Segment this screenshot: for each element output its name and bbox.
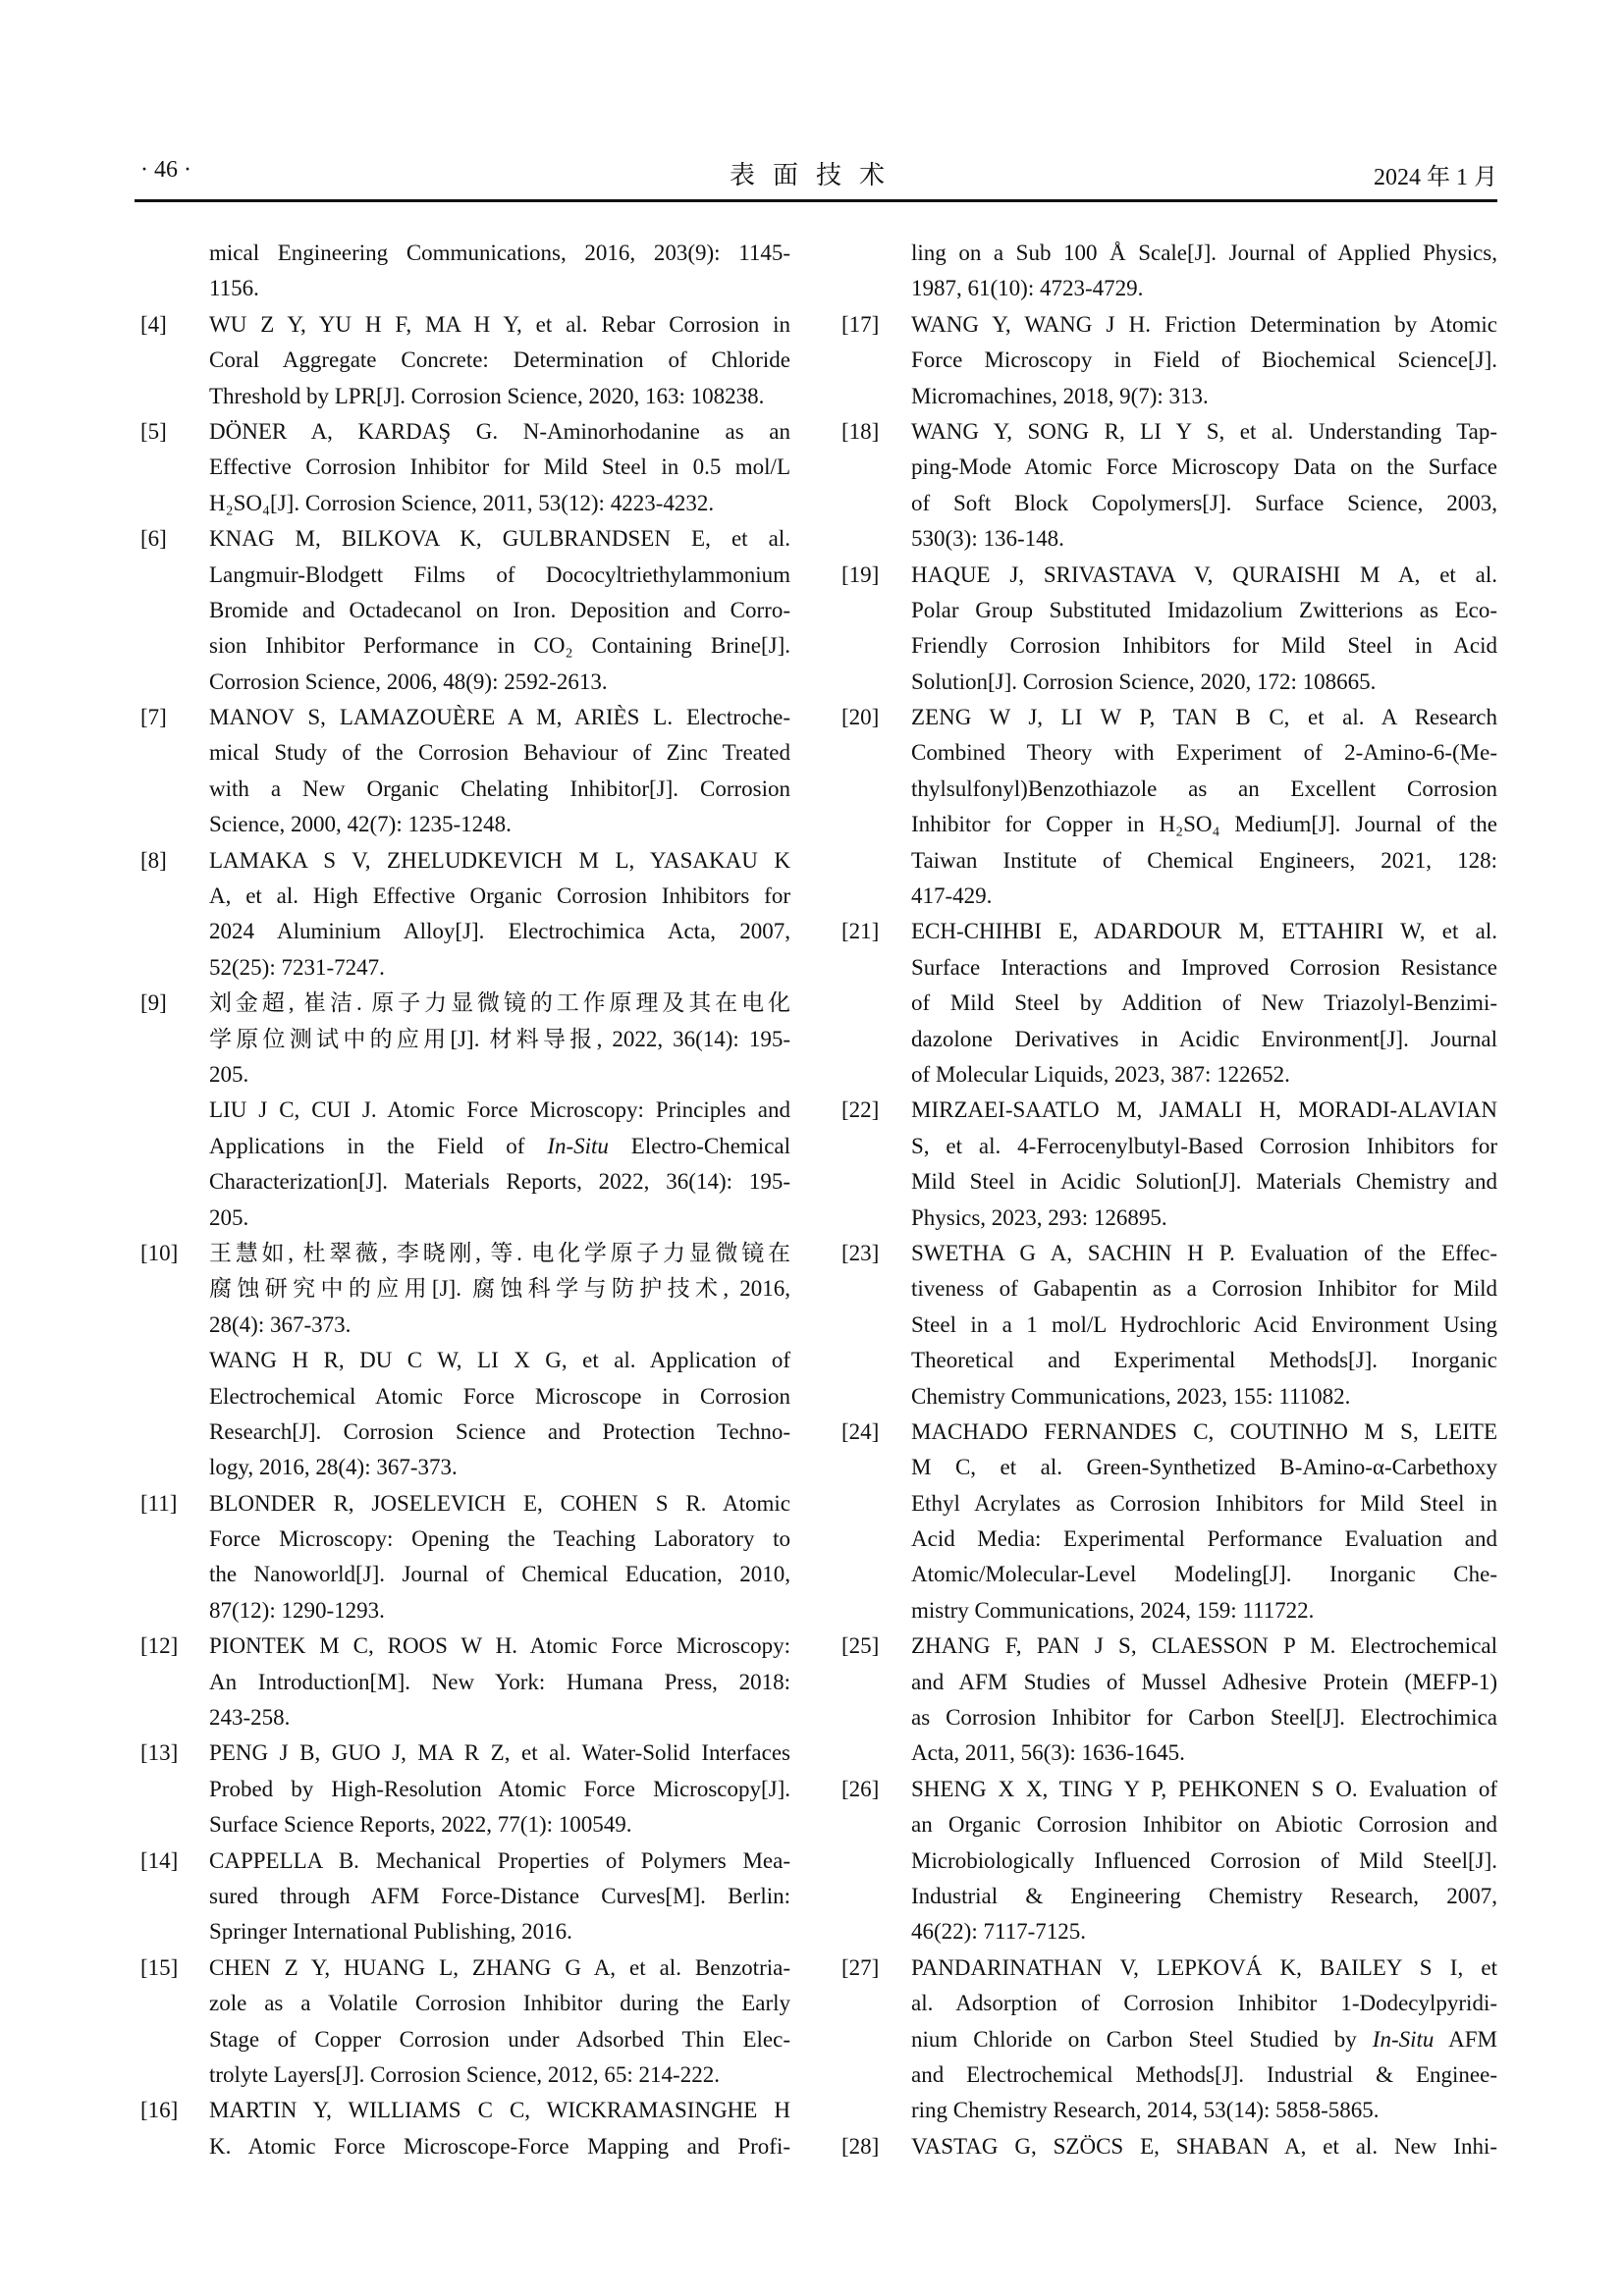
reference-text-line: 46(22): 7117-7125. [911, 1919, 1087, 1945]
reference-text-line: Microbiologically Influenced Corrosion of Mild Steel[J]. [911, 1847, 1497, 1873]
reference-text-line: MANOV S, LAMAZOUÈRE A M, ARIÈS L. Electroche- [209, 705, 790, 730]
reference-text-line: Characterization[J]. Materials Reports, 2022, 36(14): 195- [209, 1169, 790, 1195]
reference-entry [841, 1236, 1497, 1415]
references-right-column [841, 236, 1497, 2164]
journal-title: 表面技术 [729, 161, 902, 189]
reference-text-line: KNAG M, BILKOVA K, GULBRANDSEN E, et al. [209, 526, 790, 552]
reference-text-line: sured through AFM Force-Distance Curves[M]. Berlin: [209, 1883, 790, 1908]
reference-text-line: CAPPELLA B. Mechanical Properties of Polymers Mea- [209, 1847, 790, 1873]
reference-text-line: Electrochemical Atomic Force Microscope in Corrosion [209, 1383, 790, 1409]
references-left-column [140, 236, 790, 2164]
page-number: · 46 · [140, 157, 191, 183]
reference-entry [140, 1843, 790, 1950]
reference-text-line: 205. [209, 1204, 249, 1230]
reference-text-line: Coral Aggregate Concrete: Determination of Chloride [209, 347, 790, 373]
reference-text-line: ZENG W J, LI W P, TAN B C, et al. A Research [911, 705, 1497, 730]
reference-number: [18] [841, 418, 880, 444]
reference-text-line: 243-258. [209, 1705, 291, 1731]
issue-date: 2024 年 1 月 [1374, 165, 1497, 190]
reference-text-line: ling on a Sub 100 Å Scale[J]. Journal of Applied Physics, [911, 240, 1497, 265]
reference-number: [28] [841, 2133, 880, 2159]
reference-text-line: sion Inhibitor Performance in CO₂ Containing Brine[J]. [209, 633, 790, 659]
reference-text-line: WANG Y, WANG J H. Friction Determination by Atomic [911, 311, 1497, 337]
reference-entry [841, 1415, 1497, 1629]
reference-text-line: Effective Corrosion Inhibitor for Mild Steel in 0.5 mol/L [209, 454, 790, 480]
reference-number: [12] [140, 1633, 179, 1659]
reference-number: [6] [140, 526, 167, 552]
reference-entry [841, 914, 1497, 1093]
reference-text-line: H₂SO₄[J]. Corrosion Science, 2011, 53(12): 4223-4232. [209, 490, 715, 515]
reference-entry [140, 2093, 790, 2164]
reference-text-line: Force Microscopy in Field of Biochemical Science[J]. [911, 347, 1497, 373]
reference-number: [20] [841, 705, 880, 730]
reference-text-line: al. Adsorption of Corrosion Inhibitor 1-Dodecylpyridi- [911, 1991, 1497, 2016]
reference-text-line: Force Microscopy: Opening the Teaching Laboratory to [209, 1526, 790, 1552]
reference-text-line: Stage of Copper Corrosion under Adsorbed Thin Elec- [209, 2026, 790, 2052]
reference-text-line: mistry Communications, 2024, 159: 111722. [911, 1597, 1315, 1623]
reference-text-line: dazolone Derivatives in Acidic Environment[J]. Journal [911, 1026, 1497, 1051]
reference-text-line: 刘金超, 崔洁. 原子力显微镜的工作原理及其在电化 [209, 990, 790, 1016]
reference-text-line: of Molecular Liquids, 2023, 387: 122652. [911, 1061, 1290, 1087]
reference-number: [10] [140, 1240, 179, 1265]
reference-number: [14] [140, 1847, 179, 1873]
reference-text-line: MIRZAEI-SAATLO M, JAMALI H, MORADI-ALAVIAN [911, 1097, 1497, 1123]
reference-entry [140, 700, 790, 843]
reference-entry [140, 843, 790, 987]
reference-entry [140, 986, 790, 1236]
reference-text-line: of Soft Block Copolymers[J]. Surface Science, 2003, [911, 490, 1497, 515]
reference-entry [140, 414, 790, 521]
reference-text-line: Combined Theory with Experiment of 2-Amino-6-(Me- [911, 740, 1497, 766]
reference-text-line: ZHANG F, PAN J S, CLAESSON P M. Electrochemical [911, 1633, 1497, 1659]
reference-text-line: an Organic Corrosion Inhibitor on Abiotic Corrosion and [911, 1812, 1497, 1838]
reference-number: [4] [140, 311, 167, 337]
header-rule [135, 199, 1497, 202]
reference-text-line: 52(25): 7231-7247. [209, 954, 385, 980]
reference-text-line: WU Z Y, YU H F, MA H Y, et al. Rebar Corrosion in [209, 311, 790, 337]
reference-text-line: Theoretical and Experimental Methods[J]. Inorganic [911, 1348, 1497, 1373]
reference-text-line: nium Chloride on Carbon Steel Studied by In-Situ AFM [911, 2026, 1497, 2052]
reference-number: [11] [140, 1490, 178, 1516]
reference-text-line: 2024 Aluminium Alloy[J]. Electrochimica Acta, 2007, [209, 919, 790, 944]
reference-text-line: Friendly Corrosion Inhibitors for Mild Steel in Acid [911, 633, 1497, 659]
reference-text-line: MARTIN Y, WILLIAMS C C, WICKRAMASINGHE H [209, 2098, 790, 2123]
reference-text-line: Steel in a 1 mol/L Hydrochloric Acid Environment Using [911, 1311, 1497, 1337]
reference-text-line: with a New Organic Chelating Inhibitor[J]. Corrosion [209, 775, 790, 801]
reference-text-line: the Nanoworld[J]. Journal of Chemical Education, 2010, [209, 1562, 790, 1587]
reference-text-line: Micromachines, 2018, 9(7): 313. [911, 383, 1209, 408]
reference-text-line: LIU J C, CUI J. Atomic Force Microscopy: Principles and [209, 1097, 790, 1123]
reference-text-line: Ethyl Acrylates as Corrosion Inhibitors for Mild Steel in [911, 1490, 1497, 1516]
running-header [135, 147, 1497, 202]
reference-text-line: CHEN Z Y, HUANG L, ZHANG G A, et al. Benzotria- [209, 1954, 790, 1980]
reference-text-line: SWETHA G A, SACHIN H P. Evaluation of the Effec- [911, 1240, 1497, 1265]
reference-text-line: An Introduction[M]. New York: Humana Press, 2018: [209, 1669, 790, 1694]
reference-text-line: Springer International Publishing, 2016. [209, 1919, 572, 1945]
reference-number: [17] [841, 311, 880, 337]
reference-text-line: 1156. [209, 276, 259, 301]
reference-entry [841, 700, 1497, 914]
reference-text-line: K. Atomic Force Microscope-Force Mapping and Profi- [209, 2133, 790, 2159]
reference-text-line: SHENG X X, TING Y P, PEHKONEN S O. Evaluation of [911, 1776, 1497, 1801]
reference-entry [841, 307, 1497, 414]
reference-text-line: ECH-CHIHBI E, ADARDOUR M, ETTAHIRI W, et al. [911, 919, 1497, 944]
reference-text-line: Polar Group Substituted Imidazolium Zwitterions as Eco- [911, 597, 1497, 622]
reference-entry [140, 236, 790, 307]
reference-text-line: Threshold by LPR[J]. Corrosion Science, 2020, 163: 108238. [209, 383, 765, 408]
reference-text-line: Acta, 2011, 56(3): 1636-1645. [911, 1740, 1185, 1766]
reference-text-line: MACHADO FERNANDES C, COUTINHO M S, LEITE [911, 1418, 1497, 1444]
reference-text-line: Solution[J]. Corrosion Science, 2020, 172: 108665. [911, 668, 1377, 694]
reference-text-line: Surface Science Reports, 2022, 77(1): 100549. [209, 1812, 632, 1838]
reference-text-line: A, et al. High Effective Organic Corrosion Inhibitors for [209, 883, 790, 909]
reference-text-line: of Mild Steel by Addition of New Triazolyl-Benzimi- [911, 990, 1497, 1016]
reference-entry [841, 1772, 1497, 1950]
reference-text-line: 205. [209, 1061, 249, 1087]
reference-text-line: Corrosion Science, 2006, 48(9): 2592-2613. [209, 668, 608, 694]
reference-text-line: trolyte Layers[J]. Corrosion Science, 2012, 65: 214-222. [209, 2061, 720, 2087]
reference-text-line: ping-Mode Atomic Force Microscopy Data on the Surface [911, 454, 1497, 480]
reference-entry [841, 558, 1497, 701]
reference-text-line: Science, 2000, 42(7): 1235-1248. [209, 812, 512, 837]
reference-text-line: Probed by High-Resolution Atomic Force Microscopy[J]. [209, 1776, 790, 1801]
reference-text-line: Surface Interactions and Improved Corrosion Resistance [911, 954, 1497, 980]
reference-text-line: Bromide and Octadecanol on Iron. Deposition and Corro- [209, 597, 790, 622]
reference-text-line: as Corrosion Inhibitor for Carbon Steel[J]. Electrochimica [911, 1705, 1497, 1731]
reference-number: [19] [841, 561, 880, 587]
reference-entry [140, 521, 790, 700]
reference-text-line: thylsulfonyl)Benzothiazole as an Excellent Corrosion [911, 775, 1497, 801]
reference-text-line: DÖNER A, KARDAŞ G. N-Aminorhodanine as an [209, 418, 790, 444]
reference-number: [23] [841, 1240, 880, 1265]
reference-text-line: Acid Media: Experimental Performance Evaluation and [911, 1526, 1497, 1552]
reference-text-line: 417-429. [911, 883, 993, 909]
reference-entry [841, 236, 1497, 307]
reference-text-line: Inhibitor for Copper in H₂SO₄ Medium[J]. Journal of the [911, 812, 1497, 837]
reference-number: [5] [140, 418, 167, 444]
reference-text-line: Physics, 2023, 293: 126895. [911, 1204, 1167, 1230]
reference-text-line: Taiwan Institute of Chemical Engineers, 2021, 128: [911, 847, 1497, 873]
reference-text-line: 87(12): 1290-1293. [209, 1597, 385, 1623]
reference-number: [22] [841, 1097, 880, 1123]
reference-entry [841, 2129, 1497, 2164]
reference-text-line: Langmuir-Blodgett Films of Dococyltriethylammonium [209, 561, 790, 587]
reference-text-line: 530(3): 136-148. [911, 526, 1064, 552]
reference-entry [140, 1950, 790, 2094]
reference-entry [140, 307, 790, 414]
reference-text-line: PENG J B, GUO J, MA R Z, et al. Water-Solid Interfaces [209, 1740, 790, 1766]
reference-number: [21] [841, 919, 880, 944]
reference-text-line: 腐蚀研究中的应用[J]. 腐蚀科学与防护技术, 2016, [209, 1276, 790, 1302]
reference-number: [7] [140, 705, 167, 730]
reference-number: [16] [140, 2098, 179, 2123]
reference-number: [25] [841, 1633, 880, 1659]
reference-text-line: 1987, 61(10): 4723-4729. [911, 276, 1144, 301]
reference-text-line: Applications in the Field of In-Situ Electro-Chemical [209, 1133, 790, 1158]
reference-text-line: VASTAG G, SZÖCS E, SHABAN A, et al. New Inhi- [911, 2133, 1497, 2159]
reference-number: [26] [841, 1776, 880, 1801]
reference-text-line: PIONTEK M C, ROOS W H. Atomic Force Microscopy: [209, 1633, 790, 1659]
reference-number: [15] [140, 1954, 179, 1980]
reference-text-line: and AFM Studies of Mussel Adhesive Protein (MEFP-1) [911, 1669, 1497, 1694]
reference-entry [140, 1236, 790, 1486]
reference-text-line: LAMAKA S V, ZHELUDKEVICH M L, YASAKAU K [209, 847, 790, 873]
reference-text-line: 学原位测试中的应用[J]. 材料导报, 2022, 36(14): 195- [209, 1026, 790, 1051]
reference-number: [9] [140, 990, 167, 1016]
reference-number: [13] [140, 1740, 179, 1766]
reference-entry [140, 1629, 790, 1735]
reference-text-line: S, et al. 4-Ferrocenylbutyl-Based Corrosion Inhibitors for [911, 1133, 1497, 1158]
reference-text-line: 王慧如, 杜翠薇, 李晓刚, 等. 电化学原子力显微镜在 [209, 1240, 790, 1265]
reference-text-line: Chemistry Communications, 2023, 155: 111082. [911, 1383, 1351, 1409]
reference-text-line: HAQUE J, SRIVASTAVA V, QURAISHI M A, et al. [911, 561, 1497, 587]
reference-number: [27] [841, 1954, 880, 1980]
reference-text-line: logy, 2016, 28(4): 367-373. [209, 1455, 458, 1480]
reference-text-line: Industrial & Engineering Chemistry Research, 2007, [911, 1883, 1497, 1908]
reference-text-line: WANG H R, DU C W, LI X G, et al. Application of [209, 1348, 790, 1373]
reference-text-line: mical Study of the Corrosion Behaviour of Zinc Treated [209, 740, 790, 766]
reference-entry [841, 1629, 1497, 1772]
reference-text-line: Mild Steel in Acidic Solution[J]. Materials Chemistry and [911, 1169, 1497, 1195]
reference-text-line: 28(4): 367-373. [209, 1311, 352, 1337]
reference-entry [841, 414, 1497, 558]
reference-text-line: ring Chemistry Research, 2014, 53(14): 5858-5865. [911, 2098, 1380, 2123]
reference-text-line: mical Engineering Communications, 2016, 203(9): 1145- [209, 240, 790, 265]
reference-number: [8] [140, 847, 167, 873]
reference-number: [24] [841, 1418, 880, 1444]
reference-text-line: tiveness of Gabapentin as a Corrosion Inhibitor for Mild [911, 1276, 1497, 1302]
reference-text-line: BLONDER R, JOSELEVICH E, COHEN S R. Atomic [209, 1490, 790, 1516]
reference-entry [841, 1093, 1497, 1236]
reference-text-line: zole as a Volatile Corrosion Inhibitor during the Early [209, 1991, 790, 2016]
reference-text-line: WANG Y, SONG R, LI Y S, et al. Understanding Tap- [911, 418, 1497, 444]
reference-text-line: Research[J]. Corrosion Science and Protection Techno- [209, 1418, 790, 1444]
reference-text-line: and Electrochemical Methods[J]. Industrial & Enginee- [911, 2061, 1497, 2087]
reference-text-line: Atomic/Molecular-Level Modeling[J]. Inorganic Che- [911, 1562, 1497, 1587]
reference-entry [140, 1735, 790, 1842]
reference-entry [841, 1950, 1497, 2129]
reference-text-line: PANDARINATHAN V, LEPKOVÁ K, BAILEY S I, et [911, 1954, 1497, 1980]
reference-text-line: M C, et al. Green-Synthetized Β-Amino-α-Carbethoxy [911, 1455, 1497, 1480]
reference-entry [140, 1486, 790, 1629]
